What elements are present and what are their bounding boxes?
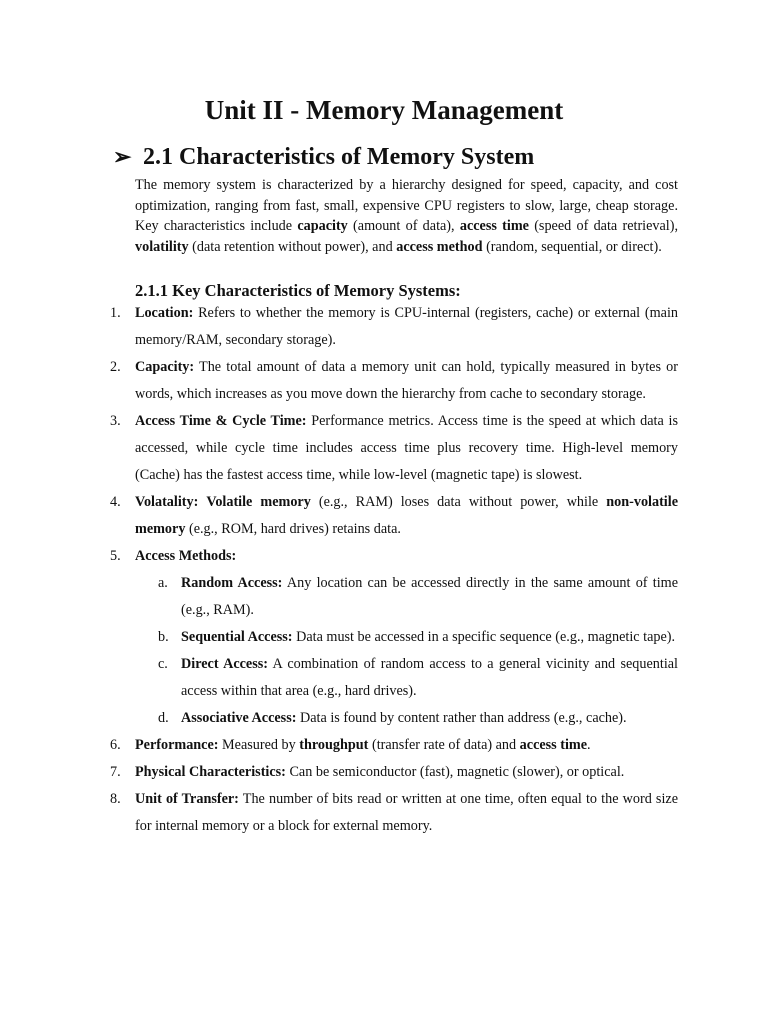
subitem-label: Random Access: (181, 575, 283, 591)
section-intro (135, 175, 678, 257)
item-label: Unit of Transfer: (135, 791, 239, 807)
item-text: The total amount of data a memory unit can hold, typically measured in bytes or words, which increases as you move down the hierarchy from cache to secondary storage. (135, 359, 678, 402)
subitem-label: Associative Access: (181, 710, 297, 726)
intro-text: (random, sequential, or direct). (482, 238, 662, 255)
arrow-bullet-icon: ➢ (113, 144, 132, 169)
subitem-text: A combination of random access to a general vicinity and sequential access within that area (e.g., hard drives). (181, 656, 678, 699)
item-number: 5. (110, 548, 121, 564)
sublist-item-sequential-access (0, 624, 678, 651)
item-text: Performance metrics. Access time is the speed at which data is accessed, while cycle time includes access time plus recovery time. High-level memory (Cache) has the fastest access time, while low-level (magnetic tape) is slowest. (135, 413, 678, 483)
intro-bold-access-method: access method (396, 238, 483, 255)
intro-bold-volatility: volatility (135, 238, 189, 255)
item-label: Physical Characteristics: (135, 764, 286, 780)
section-heading (113, 141, 673, 173)
list-item-unit-of-transfer (0, 786, 678, 840)
item-label: Access Methods: (135, 548, 237, 564)
intro-bold-access-time: access time (459, 218, 529, 235)
item-label: Access Time & Cycle Time: (135, 413, 307, 429)
item-label: Location: (135, 305, 194, 321)
page-title: Unit II - Memory Management (204, 95, 564, 125)
item-number: 1. (110, 305, 121, 321)
item-text: (e.g., RAM) loses data without power, while (310, 494, 607, 510)
subitem-label: Sequential Access: (181, 629, 293, 645)
intro-bold-capacity: capacity (297, 218, 348, 235)
sublist-item-random-access (0, 570, 678, 624)
item-bold-term: throughput (299, 737, 369, 753)
intro-text: (data retention without power), and (188, 238, 397, 255)
characteristics-list (0, 300, 768, 840)
list-item-access-time (0, 408, 678, 489)
subitem-text: Data must be accessed in a specific sequence (e.g., magnetic tape). (292, 629, 676, 645)
intro-text: (amount of data), (347, 218, 460, 235)
sublist-item-direct-access (0, 651, 678, 705)
item-label: Volatality: (135, 494, 199, 510)
subitem-letter: c. (158, 656, 168, 672)
intro-text: The memory system is characterized by a hierarchy designed for speed, capacity, and cost optimization, ranging from fast, small, expensive CPU registers to slow, large, cheap storage. Key characteristics include (135, 177, 678, 235)
item-bold-term: Volatile memory (206, 494, 311, 510)
item-text: Measured by (218, 737, 300, 753)
subitem-text: Data is found by content rather than address (e.g., cache). (296, 710, 627, 726)
list-item-performance (0, 732, 678, 759)
list-item-access-methods (0, 543, 678, 570)
list-item-volatility (0, 489, 678, 543)
subsection-heading: 2.1.1 Key Characteristics of Memory Systems: (135, 281, 461, 300)
subitem-letter: d. (158, 710, 169, 726)
item-text: (transfer rate of data) and (368, 737, 520, 753)
item-text: . (587, 737, 591, 753)
item-text: Refers to whether the memory is CPU-internal (registers, cache) or external (main memory/RAM, secondary storage). (135, 305, 678, 348)
item-number: 7. (110, 764, 121, 780)
item-label: Capacity: (135, 359, 195, 375)
subitem-label: Direct Access: (181, 656, 268, 672)
subitem-letter: b. (158, 629, 169, 645)
list-item-physical (0, 759, 678, 786)
item-bold-term: access time (519, 737, 588, 753)
item-label: Performance: (135, 737, 219, 753)
sublist-item-associative-access (0, 705, 678, 732)
item-bold-term: non-volatile memory (135, 494, 678, 537)
list-item-location (0, 300, 678, 354)
item-number: 3. (110, 413, 121, 429)
item-text: Can be semiconductor (fast), magnetic (slower), or optical. (285, 764, 625, 780)
list-item-capacity (0, 354, 678, 408)
item-number: 4. (110, 494, 121, 510)
subitem-text: Any location can be accessed directly in the same amount of time (e.g., RAM). (181, 575, 678, 618)
item-number: 6. (110, 737, 121, 753)
section-heading-text: 2.1 Characteristics of Memory System (143, 144, 535, 170)
item-number: 8. (110, 791, 121, 807)
subitem-letter: a. (158, 575, 168, 591)
item-text: The number of bits read or written at one time, often equal to the word size for internal memory or a block for external memory. (135, 791, 678, 834)
item-number: 2. (110, 359, 121, 375)
item-text: (e.g., ROM, hard drives) retains data. (185, 521, 401, 537)
intro-text: (speed of data retrieval), (528, 218, 679, 235)
